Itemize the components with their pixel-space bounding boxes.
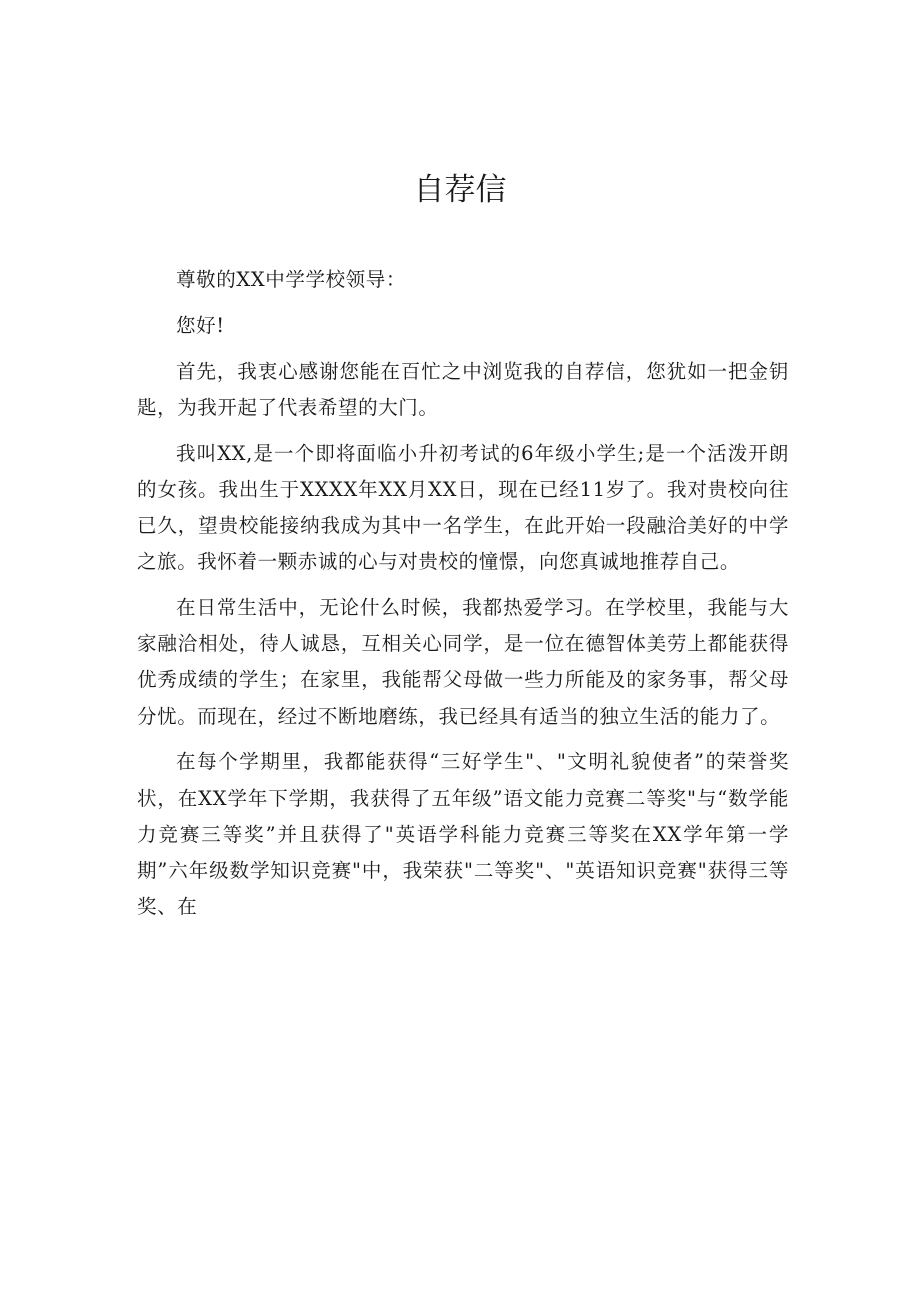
paragraph-introduction: 我叫XX,是一个即将面临小升初考试的6年级小学生;是一个活泼开朗的女孩。我出生于XXXX年XX月XX日，现在已经11岁了。我对贵校向往已久，望贵校能接纳我成为其中一名学生，在此开始一段融洽美好的中学之旅。我怀着一颗赤诚的心与对贵校的憧憬，向您真诚地推荐自己。	[137, 441, 789, 574]
letter-body	[137, 262, 789, 935]
greeting: 您好!	[176, 313, 225, 337]
paragraph-daily-life: 在日常生活中，无论什么时候，我都热爱学习。在学校里，我能与大家融洽相处，待人诚恳，互相关心同学，是一位在德智体美劳上都能获得优秀成绩的学生；在家里，我能帮父母做一些力所能及的家务事，帮父母分忧。而现在，经过不断地磨练，我已经具有适当的独立生活的能力了。	[137, 596, 789, 728]
paragraph-gratitude: 首先，我衷心感谢您能在百忙之中浏览我的自荐信，您犹如一把金钥匙，为我开起了代表希望的大门。	[137, 359, 789, 419]
paragraph-awards: 在每个学期里，我都能获得“三好学生"、"文明礼貌使者”的荣誉奖状，在XX学年下学期，我获得了五年级”语文能力竞赛二等奖"与“数学能力竞赛三等奖”并且获得了"英语学科能力竞赛三等奖在XX学年第一学期”六年级数学知识竞赛"中，我荣获"二等奖"、"英语知识竞赛"获得三等奖、在	[137, 750, 789, 919]
document-title: 自荐信	[413, 172, 507, 208]
salutation: 尊敬的XX中学学校领导：	[176, 268, 406, 291]
